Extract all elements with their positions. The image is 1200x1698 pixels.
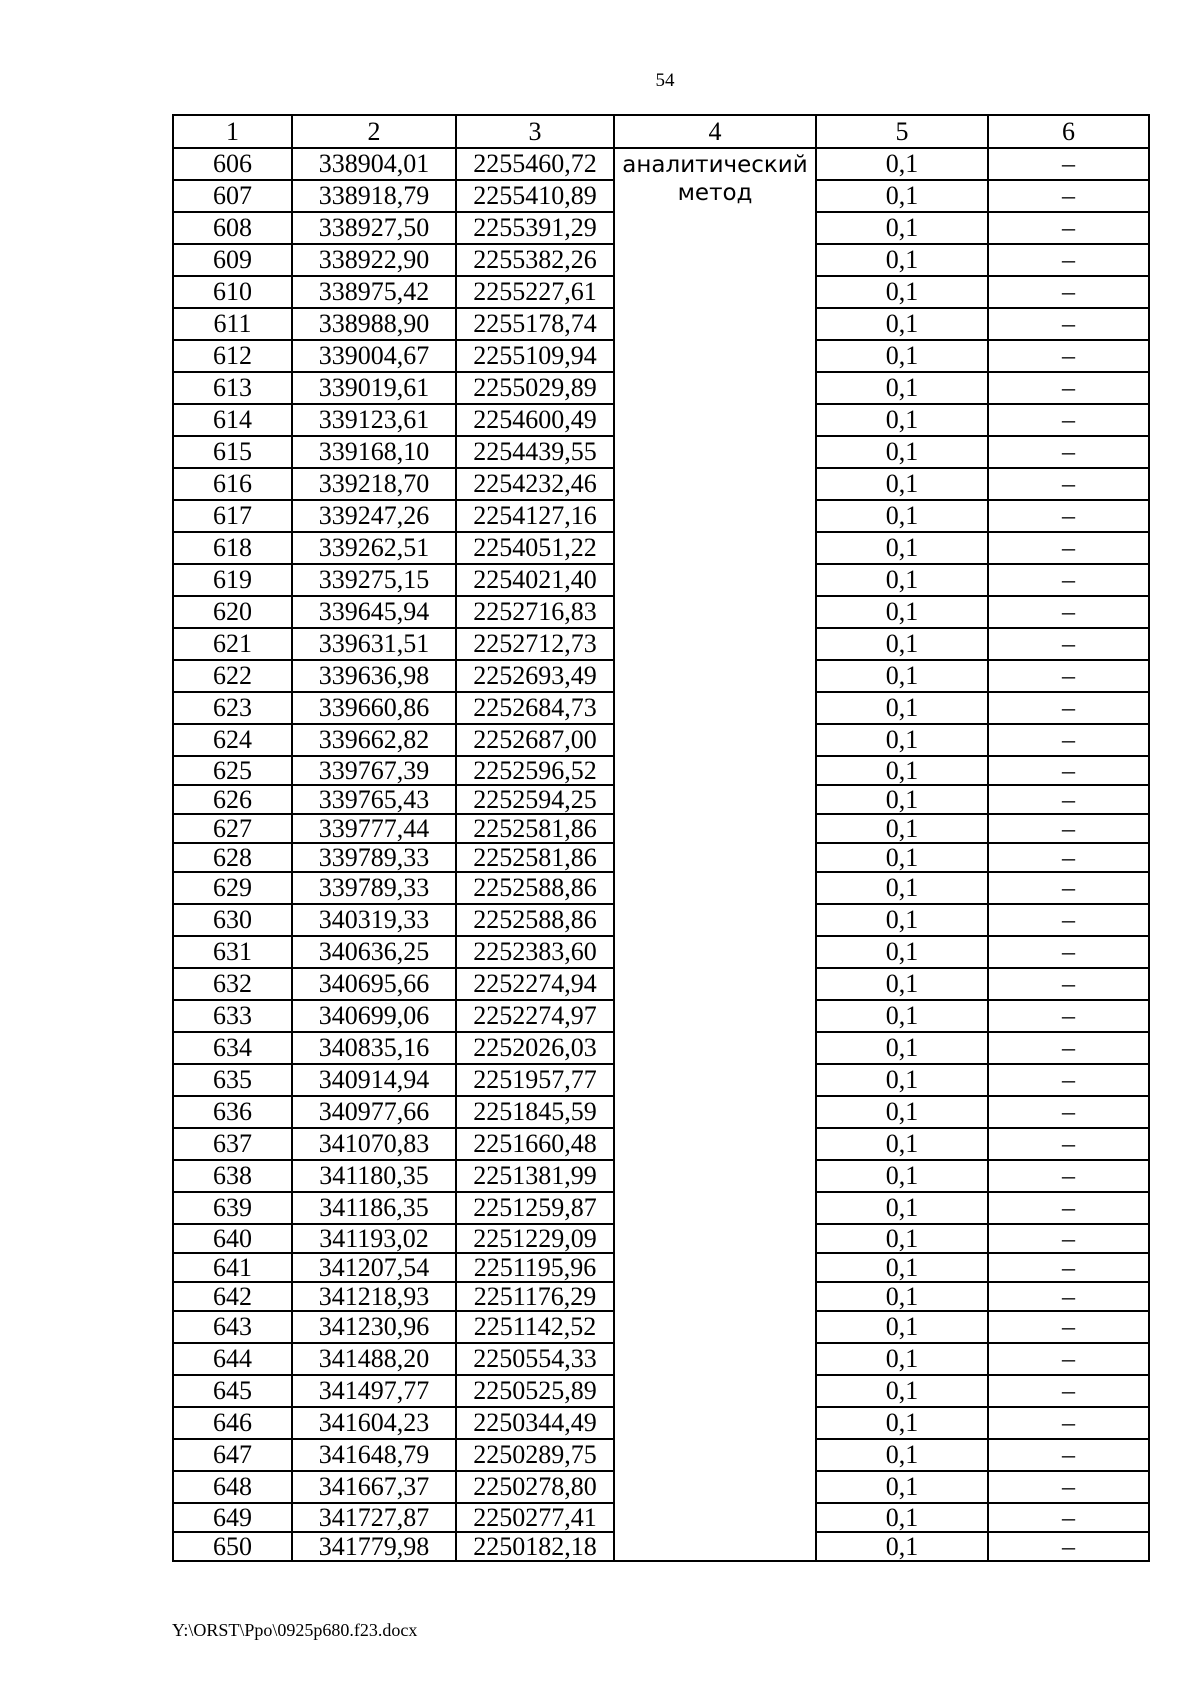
coordinates-table	[172, 114, 1150, 1562]
accuracy-cell: 0,1	[816, 468, 988, 500]
x-coordinate-cell: 338975,42	[292, 276, 456, 308]
y-coordinate-cell: 2254127,16	[456, 500, 614, 532]
x-coordinate-cell: 341230,96	[292, 1311, 456, 1343]
x-coordinate-cell: 341186,35	[292, 1192, 456, 1224]
note-cell: –	[988, 1192, 1149, 1224]
note-cell: –	[988, 785, 1149, 814]
accuracy-cell: 0,1	[816, 1128, 988, 1160]
accuracy-cell: 0,1	[816, 936, 988, 968]
point-number-cell: 609	[173, 244, 292, 276]
x-coordinate-cell: 340914,94	[292, 1064, 456, 1096]
y-coordinate-cell: 2251142,52	[456, 1311, 614, 1343]
point-number-cell: 630	[173, 904, 292, 936]
y-coordinate-cell: 2252716,83	[456, 596, 614, 628]
point-number-cell: 615	[173, 436, 292, 468]
y-coordinate-cell: 2252687,00	[456, 724, 614, 756]
note-cell: –	[988, 1375, 1149, 1407]
note-cell: –	[988, 308, 1149, 340]
y-coordinate-cell: 2250554,33	[456, 1343, 614, 1375]
point-number-cell: 629	[173, 872, 292, 904]
file-path-footer: Y:\ORST\Ppo\0925p680.f23.docx	[172, 1620, 418, 1640]
col-header-5: 5	[816, 115, 988, 148]
point-number-cell: 641	[173, 1253, 292, 1282]
y-coordinate-cell: 2251845,59	[456, 1096, 614, 1128]
note-cell: –	[988, 724, 1149, 756]
accuracy-cell: 0,1	[816, 660, 988, 692]
accuracy-cell: 0,1	[816, 1224, 988, 1253]
x-coordinate-cell: 341180,35	[292, 1160, 456, 1192]
x-coordinate-cell: 338922,90	[292, 244, 456, 276]
point-number-cell: 624	[173, 724, 292, 756]
y-coordinate-cell: 2250182,18	[456, 1532, 614, 1561]
x-coordinate-cell: 339645,94	[292, 596, 456, 628]
x-coordinate-cell: 339275,15	[292, 564, 456, 596]
note-cell: –	[988, 276, 1149, 308]
point-number-cell: 627	[173, 814, 292, 843]
page-number: 54	[655, 70, 675, 91]
note-cell: –	[988, 372, 1149, 404]
x-coordinate-cell: 340636,25	[292, 936, 456, 968]
y-coordinate-cell: 2251259,87	[456, 1192, 614, 1224]
note-cell: –	[988, 500, 1149, 532]
accuracy-cell: 0,1	[816, 212, 988, 244]
accuracy-cell: 0,1	[816, 1375, 988, 1407]
x-coordinate-cell: 340977,66	[292, 1096, 456, 1128]
accuracy-cell: 0,1	[816, 500, 988, 532]
y-coordinate-cell: 2254232,46	[456, 468, 614, 500]
point-number-cell: 618	[173, 532, 292, 564]
point-number-cell: 646	[173, 1407, 292, 1439]
y-coordinate-cell: 2250277,41	[456, 1503, 614, 1532]
note-cell: –	[988, 1128, 1149, 1160]
y-coordinate-cell: 2250344,49	[456, 1407, 614, 1439]
point-number-cell: 645	[173, 1375, 292, 1407]
x-coordinate-cell: 341648,79	[292, 1439, 456, 1471]
x-coordinate-cell: 339767,39	[292, 756, 456, 785]
point-number-cell: 611	[173, 308, 292, 340]
x-coordinate-cell: 339789,33	[292, 843, 456, 872]
note-cell: –	[988, 564, 1149, 596]
x-coordinate-cell: 338927,50	[292, 212, 456, 244]
point-number-cell: 607	[173, 180, 292, 212]
accuracy-cell: 0,1	[816, 1160, 988, 1192]
point-number-cell: 620	[173, 596, 292, 628]
accuracy-cell: 0,1	[816, 372, 988, 404]
accuracy-cell: 0,1	[816, 1096, 988, 1128]
accuracy-cell: 0,1	[816, 1471, 988, 1503]
accuracy-cell: 0,1	[816, 692, 988, 724]
table-row	[173, 148, 1149, 180]
note-cell: –	[988, 532, 1149, 564]
point-number-cell: 628	[173, 843, 292, 872]
accuracy-cell: 0,1	[816, 1000, 988, 1032]
accuracy-cell: 0,1	[816, 404, 988, 436]
note-cell: –	[988, 148, 1149, 180]
method-cell: аналитический метод	[614, 148, 816, 1561]
point-number-cell: 610	[173, 276, 292, 308]
y-coordinate-cell: 2255178,74	[456, 308, 614, 340]
point-number-cell: 650	[173, 1532, 292, 1561]
accuracy-cell: 0,1	[816, 276, 988, 308]
accuracy-cell: 0,1	[816, 532, 988, 564]
note-cell: –	[988, 1343, 1149, 1375]
x-coordinate-cell: 338988,90	[292, 308, 456, 340]
point-number-cell: 612	[173, 340, 292, 372]
note-cell: –	[988, 596, 1149, 628]
table-body	[173, 148, 1149, 1561]
point-number-cell: 617	[173, 500, 292, 532]
point-number-cell: 648	[173, 1471, 292, 1503]
y-coordinate-cell: 2254600,49	[456, 404, 614, 436]
x-coordinate-cell: 341727,87	[292, 1503, 456, 1532]
x-coordinate-cell: 340699,06	[292, 1000, 456, 1032]
accuracy-cell: 0,1	[816, 564, 988, 596]
y-coordinate-cell: 2251660,48	[456, 1128, 614, 1160]
point-number-cell: 616	[173, 468, 292, 500]
note-cell: –	[988, 1439, 1149, 1471]
header-row	[173, 115, 1149, 148]
note-cell: –	[988, 468, 1149, 500]
x-coordinate-cell: 339662,82	[292, 724, 456, 756]
accuracy-cell: 0,1	[816, 1064, 988, 1096]
point-number-cell: 614	[173, 404, 292, 436]
y-coordinate-cell: 2252026,03	[456, 1032, 614, 1064]
y-coordinate-cell: 2252684,73	[456, 692, 614, 724]
point-number-cell: 639	[173, 1192, 292, 1224]
point-number-cell: 637	[173, 1128, 292, 1160]
y-coordinate-cell: 2251195,96	[456, 1253, 614, 1282]
note-cell: –	[988, 872, 1149, 904]
note-cell: –	[988, 843, 1149, 872]
point-number-cell: 626	[173, 785, 292, 814]
note-cell: –	[988, 244, 1149, 276]
point-number-cell: 649	[173, 1503, 292, 1532]
note-cell: –	[988, 404, 1149, 436]
y-coordinate-cell: 2252712,73	[456, 628, 614, 660]
y-coordinate-cell: 2251229,09	[456, 1224, 614, 1253]
accuracy-cell: 0,1	[816, 872, 988, 904]
y-coordinate-cell: 2255391,29	[456, 212, 614, 244]
note-cell: –	[988, 756, 1149, 785]
point-number-cell: 625	[173, 756, 292, 785]
accuracy-cell: 0,1	[816, 968, 988, 1000]
note-cell: –	[988, 628, 1149, 660]
note-cell: –	[988, 1532, 1149, 1561]
x-coordinate-cell: 339636,98	[292, 660, 456, 692]
x-coordinate-cell: 338918,79	[292, 180, 456, 212]
y-coordinate-cell: 2255382,26	[456, 244, 614, 276]
point-number-cell: 632	[173, 968, 292, 1000]
accuracy-cell: 0,1	[816, 756, 988, 785]
y-coordinate-cell: 2250278,80	[456, 1471, 614, 1503]
note-cell: –	[988, 1096, 1149, 1128]
accuracy-cell: 0,1	[816, 1192, 988, 1224]
point-number-cell: 622	[173, 660, 292, 692]
note-cell: –	[988, 180, 1149, 212]
accuracy-cell: 0,1	[816, 814, 988, 843]
point-number-cell: 640	[173, 1224, 292, 1253]
x-coordinate-cell: 341193,02	[292, 1224, 456, 1253]
point-number-cell: 634	[173, 1032, 292, 1064]
y-coordinate-cell: 2251957,77	[456, 1064, 614, 1096]
note-cell: –	[988, 660, 1149, 692]
note-cell: –	[988, 1471, 1149, 1503]
x-coordinate-cell: 340835,16	[292, 1032, 456, 1064]
y-coordinate-cell: 2252588,86	[456, 872, 614, 904]
point-number-cell: 638	[173, 1160, 292, 1192]
x-coordinate-cell: 341779,98	[292, 1532, 456, 1561]
point-number-cell: 642	[173, 1282, 292, 1311]
note-cell: –	[988, 814, 1149, 843]
note-cell: –	[988, 212, 1149, 244]
note-cell: –	[988, 968, 1149, 1000]
note-cell: –	[988, 936, 1149, 968]
y-coordinate-cell: 2255109,94	[456, 340, 614, 372]
x-coordinate-cell: 339004,67	[292, 340, 456, 372]
y-coordinate-cell: 2254051,22	[456, 532, 614, 564]
y-coordinate-cell: 2252693,49	[456, 660, 614, 692]
note-cell: –	[988, 1064, 1149, 1096]
point-number-cell: 633	[173, 1000, 292, 1032]
y-coordinate-cell: 2255410,89	[456, 180, 614, 212]
accuracy-cell: 0,1	[816, 436, 988, 468]
accuracy-cell: 0,1	[816, 596, 988, 628]
accuracy-cell: 0,1	[816, 1282, 988, 1311]
note-cell: –	[988, 1000, 1149, 1032]
accuracy-cell: 0,1	[816, 1503, 988, 1532]
accuracy-cell: 0,1	[816, 244, 988, 276]
note-cell: –	[988, 1311, 1149, 1343]
note-cell: –	[988, 1032, 1149, 1064]
y-coordinate-cell: 2252596,52	[456, 756, 614, 785]
y-coordinate-cell: 2252594,25	[456, 785, 614, 814]
y-coordinate-cell: 2250289,75	[456, 1439, 614, 1471]
point-number-cell: 619	[173, 564, 292, 596]
x-coordinate-cell: 341207,54	[292, 1253, 456, 1282]
y-coordinate-cell: 2255460,72	[456, 148, 614, 180]
x-coordinate-cell: 339660,86	[292, 692, 456, 724]
accuracy-cell: 0,1	[816, 1343, 988, 1375]
accuracy-cell: 0,1	[816, 1032, 988, 1064]
accuracy-cell: 0,1	[816, 148, 988, 180]
x-coordinate-cell: 341488,20	[292, 1343, 456, 1375]
point-number-cell: 635	[173, 1064, 292, 1096]
x-coordinate-cell: 339777,44	[292, 814, 456, 843]
note-cell: –	[988, 1160, 1149, 1192]
x-coordinate-cell: 339218,70	[292, 468, 456, 500]
point-number-cell: 613	[173, 372, 292, 404]
y-coordinate-cell: 2255227,61	[456, 276, 614, 308]
y-coordinate-cell: 2250525,89	[456, 1375, 614, 1407]
x-coordinate-cell: 341497,77	[292, 1375, 456, 1407]
y-coordinate-cell: 2254021,40	[456, 564, 614, 596]
note-cell: –	[988, 904, 1149, 936]
x-coordinate-cell: 341667,37	[292, 1471, 456, 1503]
accuracy-cell: 0,1	[816, 724, 988, 756]
y-coordinate-cell: 2252274,94	[456, 968, 614, 1000]
x-coordinate-cell: 339168,10	[292, 436, 456, 468]
x-coordinate-cell: 339631,51	[292, 628, 456, 660]
y-coordinate-cell: 2252581,86	[456, 843, 614, 872]
note-cell: –	[988, 1253, 1149, 1282]
point-number-cell: 606	[173, 148, 292, 180]
col-header-6: 6	[988, 115, 1149, 148]
point-number-cell: 647	[173, 1439, 292, 1471]
point-number-cell: 643	[173, 1311, 292, 1343]
x-coordinate-cell: 340695,66	[292, 968, 456, 1000]
accuracy-cell: 0,1	[816, 843, 988, 872]
point-number-cell: 621	[173, 628, 292, 660]
y-coordinate-cell: 2252588,86	[456, 904, 614, 936]
accuracy-cell: 0,1	[816, 1407, 988, 1439]
note-cell: –	[988, 1282, 1149, 1311]
x-coordinate-cell: 339765,43	[292, 785, 456, 814]
x-coordinate-cell: 339019,61	[292, 372, 456, 404]
y-coordinate-cell: 2254439,55	[456, 436, 614, 468]
accuracy-cell: 0,1	[816, 308, 988, 340]
col-header-3: 3	[456, 115, 614, 148]
accuracy-cell: 0,1	[816, 180, 988, 212]
note-cell: –	[988, 436, 1149, 468]
x-coordinate-cell: 338904,01	[292, 148, 456, 180]
note-cell: –	[988, 1503, 1149, 1532]
point-number-cell: 631	[173, 936, 292, 968]
accuracy-cell: 0,1	[816, 1439, 988, 1471]
x-coordinate-cell: 341218,93	[292, 1282, 456, 1311]
note-cell: –	[988, 692, 1149, 724]
note-cell: –	[988, 1407, 1149, 1439]
accuracy-cell: 0,1	[816, 904, 988, 936]
x-coordinate-cell: 340319,33	[292, 904, 456, 936]
x-coordinate-cell: 339247,26	[292, 500, 456, 532]
point-number-cell: 636	[173, 1096, 292, 1128]
y-coordinate-cell: 2251176,29	[456, 1282, 614, 1311]
col-header-1: 1	[173, 115, 292, 148]
x-coordinate-cell: 339123,61	[292, 404, 456, 436]
y-coordinate-cell: 2252274,97	[456, 1000, 614, 1032]
x-coordinate-cell: 341604,23	[292, 1407, 456, 1439]
point-number-cell: 623	[173, 692, 292, 724]
y-coordinate-cell: 2252581,86	[456, 814, 614, 843]
accuracy-cell: 0,1	[816, 1311, 988, 1343]
x-coordinate-cell: 339262,51	[292, 532, 456, 564]
y-coordinate-cell: 2251381,99	[456, 1160, 614, 1192]
y-coordinate-cell: 2252383,60	[456, 936, 614, 968]
x-coordinate-cell: 341070,83	[292, 1128, 456, 1160]
accuracy-cell: 0,1	[816, 340, 988, 372]
accuracy-cell: 0,1	[816, 628, 988, 660]
y-coordinate-cell: 2255029,89	[456, 372, 614, 404]
accuracy-cell: 0,1	[816, 785, 988, 814]
point-number-cell: 608	[173, 212, 292, 244]
note-cell: –	[988, 340, 1149, 372]
col-header-4: 4	[614, 115, 816, 148]
point-number-cell: 644	[173, 1343, 292, 1375]
col-header-2: 2	[292, 115, 456, 148]
accuracy-cell: 0,1	[816, 1532, 988, 1561]
accuracy-cell: 0,1	[816, 1253, 988, 1282]
x-coordinate-cell: 339789,33	[292, 872, 456, 904]
note-cell: –	[988, 1224, 1149, 1253]
